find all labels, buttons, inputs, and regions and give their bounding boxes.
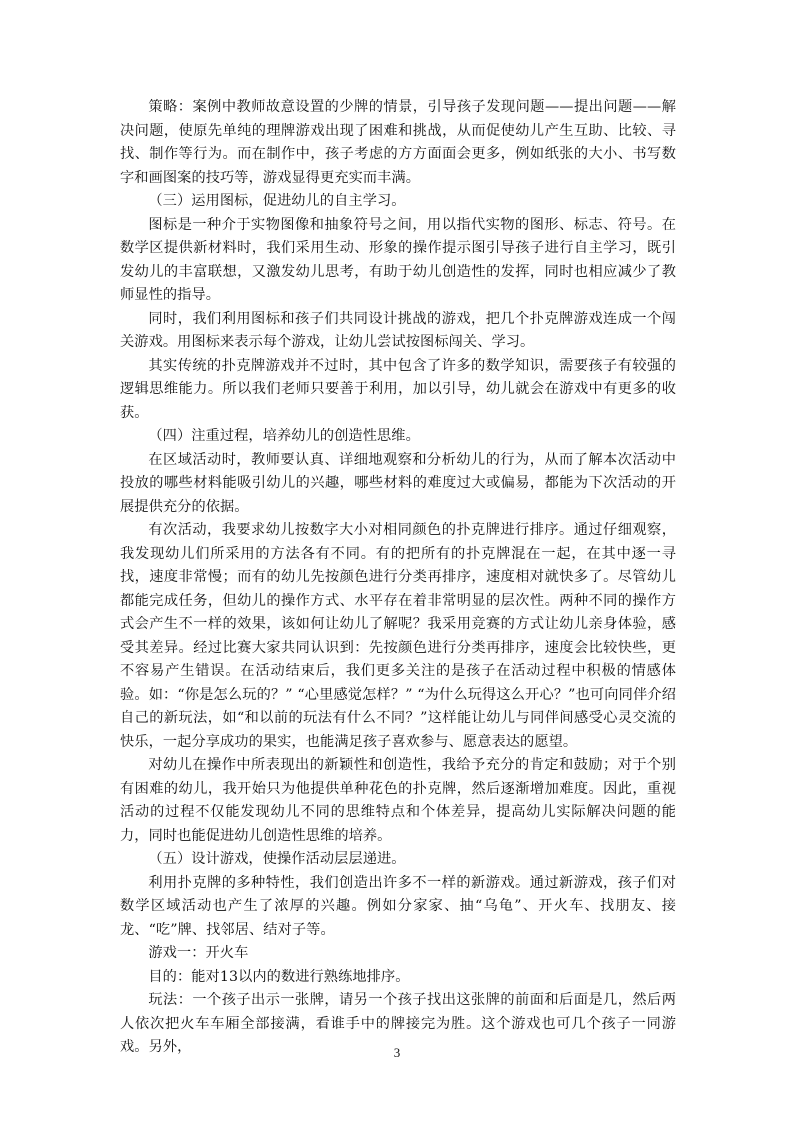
page-number: 3 (393, 1045, 401, 1060)
paragraph: 其实传统的扑克牌游戏并不过时，其中包含了许多的数学知识，需要孩子有较强的逻辑思维能力。所以我们老师只要善于利用，加以引导，幼儿就会在游戏中有更多的收获。 (120, 357, 676, 421)
paragraph: 在区域活动时，教师要认真、详细地观察和分析幼儿的行为，从而了解本次活动中投放的哪些材料能吸引幼儿的兴趣，哪些材料的难度过大或偏易，都能为下次活动的开展提供充分的依据。 (120, 451, 676, 515)
paragraph: 同时，我们利用图标和孩子们共同设计挑战的游戏，把几个扑克牌游戏连成一个闯关游戏。用图标来表示每个游戏，让幼儿尝试按图标闯关、学习。 (120, 310, 676, 350)
section-heading-5: （五）设计游戏，使操作活动层层递进。 (148, 851, 406, 867)
game-goal: 目的：能对13以内的数进行熟练地排序。 (148, 968, 410, 985)
paragraph: 有次活动，我要求幼儿按数字大小对相同颜色的扑克牌进行排序。通过仔细观察，我发现幼儿们所采用的方法各有不同。有的把所有的扑克牌混在一起，在其中逐一寻找，速度非常慢；而有的幼儿先按颜色进行分类再排序，速度相对就快多了。尽管幼儿都能完成任务，但幼儿的操作方式、水平存在着非常明显的层次性。两种不同的操作方式会产生不一样的效果，该如何让幼儿了解呢？我采用竞赛的方式让幼儿亲身体验，感受其差异。经过比赛大家共同认识到：先按颜色进行分类再排序，速度会比较快些，更不容易产生错误。在活动结束后，我们更多关注的是孩子在活动过程中积极的情感体验。如：“你是怎么玩的？” “心里感觉怎样？” “为什么玩得这么开心？”也可向同伴介绍自己的新玩法，如“和以前的玩法有什么不同？”这样能让幼儿与同伴间感受心灵交流的快乐，一起分享成功的果实，也能满足孩子喜欢参与、愿意表达的愿望。 (120, 522, 676, 750)
paragraph: 图标是一种介于实物图像和抽象符号之间，用以指代实物的图形、标志、符号。在数学区提供新材料时，我们采用生动、形象的操作提示图引导孩子进行自主学习，既引发幼儿的丰富联想，又激发幼儿思考，有助于幼儿创造性的发挥，同时也相应减少了教师显性的指导。 (120, 216, 676, 303)
document-body (120, 96, 676, 1060)
game-title: 游戏一：开火车 (148, 945, 249, 961)
paragraph: 对幼儿在操作中所表现出的新颖性和创造性，我给予充分的肯定和鼓励；对于个别有困难的幼儿，我开始只为他提供单种花色的扑克牌，然后逐渐增加难度。因此，重视活动的过程不仅能发现幼儿不同的思维特点和个体差异，提高幼儿实际解决问题的能力，同时也能促进幼儿创造性思维的培养。 (120, 757, 676, 844)
section-heading-4: （四）注重过程，培养幼儿的创造性思维。 (148, 428, 420, 444)
paragraph-strategy: 策略：案例中教师故意设置的少牌的情景，引导孩子发现问题——提出问题——解决问题，使原先单纯的理牌游戏出现了困难和挑战，从而促使幼儿产生互助、比较、寻找、制作等行为。而在制作中，孩子考虑的方方面面会更多，例如纸张的大小、书写数字和画图案的技巧等，游戏显得更充实而丰满。 (120, 99, 676, 186)
section-heading-3: （三）运用图标，促进幼儿的自主学习。 (148, 193, 406, 209)
game-rules: 玩法：一个孩子出示一张牌，请另一个孩子找出这张牌的前面和后面是几，然后两人依次把火车车厢全部接满，看谁手中的牌接完为胜。这个游戏也可几个孩子一同游戏。另外， (120, 992, 676, 1055)
paragraph: 利用扑克牌的多种特性，我们创造出许多不一样的新游戏。通过新游戏，孩子们对数学区域活动也产生了浓厚的兴趣。例如分家家、抽“乌龟”、开火车、找朋友、接龙、“吃”牌、找邻居、结对子等。 (120, 874, 676, 938)
